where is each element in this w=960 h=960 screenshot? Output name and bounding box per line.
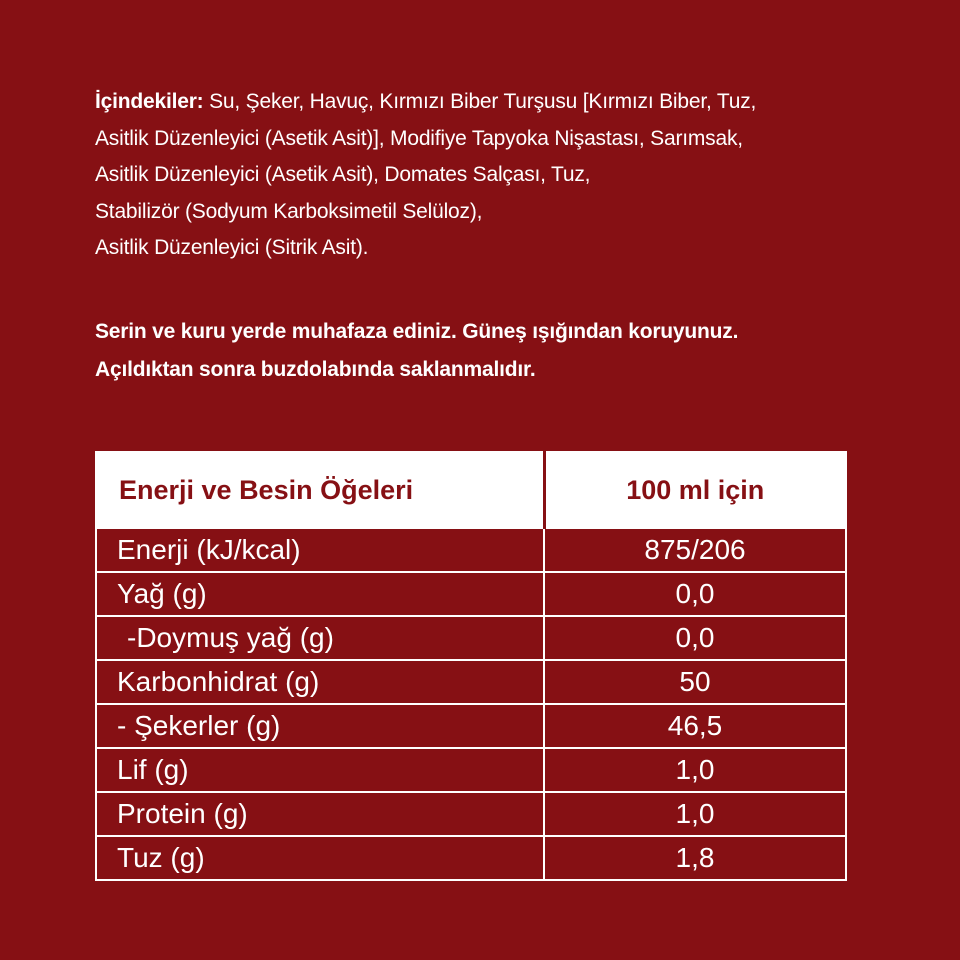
storage-line: Açıldıktan sonra buzdolabında saklanmalıdır.: [95, 358, 536, 381]
ingredients-label: İçindekiler:: [95, 90, 204, 113]
row-label: Lif (g): [96, 748, 544, 792]
row-value: 1,0: [544, 748, 846, 792]
table-row: [96, 836, 846, 880]
row-label: Protein (g): [96, 792, 544, 836]
header-nutrients: Enerji ve Besin Öğeleri: [96, 452, 544, 528]
row-value: 1,8: [544, 836, 846, 880]
ingredients-line: Asitlik Düzenleyici (Sitrik Asit).: [95, 236, 369, 259]
row-label: - Şekerler (g): [96, 704, 544, 748]
row-value: 875/206: [544, 528, 846, 572]
ingredients-paragraph: [95, 84, 895, 267]
table-row: [96, 748, 846, 792]
row-value: 1,0: [544, 792, 846, 836]
row-label: Karbonhidrat (g): [96, 660, 544, 704]
nutrition-table: [95, 451, 847, 881]
row-label: Enerji (kJ/kcal): [96, 528, 544, 572]
table-header-row: [96, 452, 846, 528]
row-value: 0,0: [544, 572, 846, 616]
ingredients-line: Stabilizör (Sodyum Karboksimetil Selüloz),: [95, 199, 483, 223]
table-row: [96, 528, 846, 572]
row-label: -Doymuş yağ (g): [96, 616, 544, 660]
ingredients-line: [95, 84, 895, 121]
table-row: [96, 792, 846, 836]
storage-line: Serin ve kuru yerde muhafaza ediniz. Güneş ışığından koruyunuz.: [95, 320, 739, 343]
table-row: [96, 660, 846, 704]
ingredients-text: Su, Şeker, Havuç, Kırmızı Biber Turşusu [Kırmızı Biber, Tuz,: [203, 90, 757, 113]
row-value: 46,5: [544, 704, 846, 748]
table-row: [96, 616, 846, 660]
row-value: 50: [544, 660, 846, 704]
row-value: 0,0: [544, 616, 846, 660]
ingredients-line: Asitlik Düzenleyici (Asetik Asit)], Modifiye Tapyoka Nişastası, Sarımsak,: [95, 126, 743, 150]
row-label: Tuz (g): [96, 836, 544, 880]
storage-instructions: [95, 313, 895, 389]
table-row: [96, 572, 846, 616]
header-per-100ml: 100 ml için: [544, 452, 846, 528]
ingredients-line: Asitlik Düzenleyici (Asetik Asit), Domates Salçası, Tuz,: [95, 163, 591, 186]
row-label: Yağ (g): [96, 572, 544, 616]
table-row: [96, 704, 846, 748]
